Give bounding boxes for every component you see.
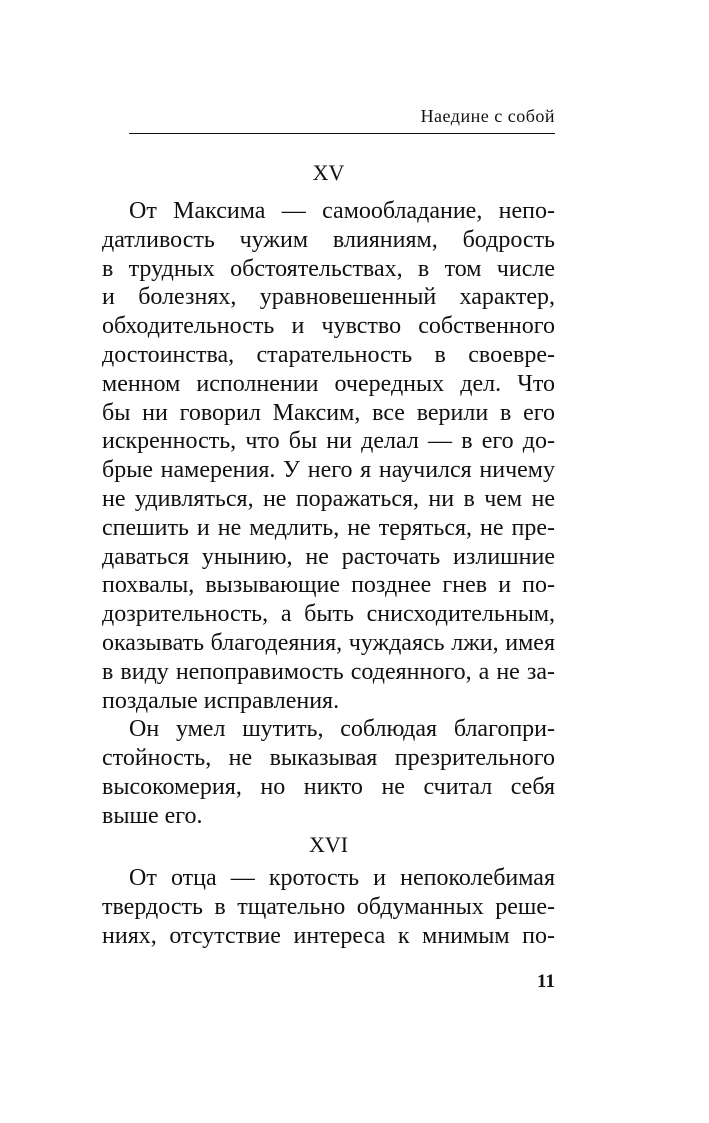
text-line: достоинства, старательность в своевре- [102, 341, 555, 368]
text-line: даваться унынию, не расточать излишние [102, 543, 555, 570]
chapter-heading-xvi: XVI [308, 832, 349, 857]
text-line: оказывать благодеяния, чуждаясь лжи, имея [102, 629, 555, 656]
text-line: дозрительность, а быть снисходительным, [102, 601, 555, 628]
text-line: менном исполнении очередных дел. Что [102, 370, 555, 397]
running-head: Наедине с собой [420, 106, 555, 126]
text-line: искренность, что бы ни делал — в его до- [102, 428, 555, 455]
section-xv-paragraph-1 [102, 197, 555, 831]
text-line: спешить и не медлить, не теряться, не пре- [102, 514, 555, 541]
text-line: твердость в тщательно обдуманных реше- [102, 893, 555, 920]
header-rule [129, 133, 555, 134]
text-line: брые намерения. У него я научился ничему [102, 457, 555, 484]
text-line: похвалы, вызывающие позднее гнев и по- [102, 572, 555, 599]
chapter-heading-xv: XV [312, 160, 345, 185]
text-line: Он умел шутить, соблюдая благопри- [129, 716, 555, 743]
text-line: в трудных обстоятельствах, в том числе [102, 255, 555, 282]
text-line: От Максима — самообладание, непо- [129, 198, 555, 224]
page-number: 11 [537, 971, 555, 992]
text-line: датливость чужим влияниям, бодрость [102, 226, 555, 253]
text-line: обходительность и чувство собственного [102, 313, 555, 340]
text-line: в виду непоправимость содеянного, а не за- [102, 658, 555, 685]
text-line: стойность, не выказывая презрительного [102, 745, 555, 772]
text-line: высокомерия, но никто не считал себя [102, 773, 555, 800]
text-line: и болезнях, уравновешенный характер, [102, 284, 555, 311]
text-line: От отца — кротость и непоколебимая [129, 865, 555, 891]
text-line: выше его. [102, 802, 203, 829]
section-xvi-paragraph-1 [102, 864, 555, 950]
text-line: не удивляться, не поражаться, ни в чем не [102, 485, 555, 512]
text-line: поздалые исправления. [102, 687, 340, 714]
text-line: ниях, отсутствие интереса к мнимым по- [102, 922, 555, 949]
text-line: бы ни говорил Максим, все верили в его [102, 399, 555, 426]
